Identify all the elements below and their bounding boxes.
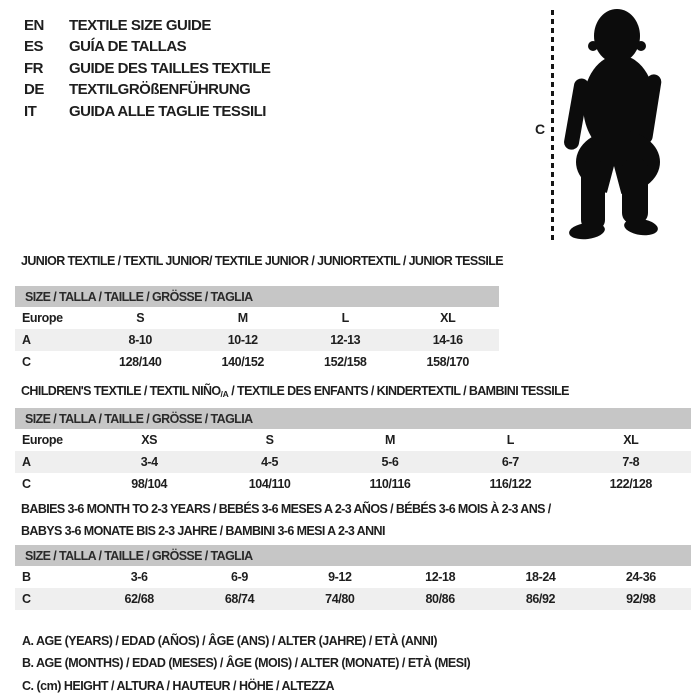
row-label: A bbox=[22, 333, 31, 347]
language-code: DE bbox=[24, 81, 44, 99]
age-cell: 6-9 bbox=[231, 570, 248, 584]
section-title-junior: JUNIOR TEXTILE / TEXTIL JUNIOR/ TEXTILE JUNIOR / JUNIORTEXTIL / JUNIOR TESSILE bbox=[21, 254, 503, 268]
table-row-height-cm bbox=[15, 351, 499, 373]
section-title-children-sub: /A bbox=[220, 389, 229, 399]
language-label: TEXTILGRÖßENFÜHRUNG bbox=[69, 81, 251, 99]
height-cell: 62/68 bbox=[124, 592, 154, 606]
size-cell: M bbox=[384, 433, 395, 447]
height-cell: 86/92 bbox=[525, 592, 556, 606]
height-cell: 116/122 bbox=[489, 477, 532, 491]
size-cell: S bbox=[265, 433, 274, 447]
age-cell: 9-12 bbox=[328, 570, 352, 584]
table-header-bar: SIZE / TALLA / TAILLE / GRÖSSE / TAGLIA bbox=[15, 408, 691, 429]
size-cell: XL bbox=[623, 433, 639, 447]
size-cell: M bbox=[237, 311, 248, 325]
language-code: FR bbox=[24, 59, 43, 77]
row-label: Europe bbox=[22, 311, 63, 325]
age-cell: 5-6 bbox=[381, 455, 399, 469]
language-row-en bbox=[24, 15, 270, 36]
height-cell: 158/170 bbox=[426, 355, 469, 369]
row-label: C bbox=[22, 477, 31, 491]
section-title-children-pre: CHILDREN'S TEXTILE / TEXTIL NIÑO bbox=[21, 384, 221, 398]
language-label: GUIDE DES TAILLES TEXTILE bbox=[69, 59, 271, 77]
table-row-europe bbox=[15, 429, 691, 451]
language-row-de bbox=[24, 79, 270, 100]
language-row-it bbox=[24, 101, 270, 122]
age-cell: 14-16 bbox=[432, 333, 463, 347]
section-title-babies-line2: BABYS 3-6 MONATE BIS 2-3 JAHRE / BAMBINI 3-6 MESI A 2-3 ANNI bbox=[21, 523, 385, 538]
section-title-children-post: / TEXTILE DES ENFANTS / KINDERTEXTIL / BAMBINI TESSILE bbox=[228, 384, 569, 398]
junior-size-table bbox=[15, 286, 499, 373]
height-cell: 128/140 bbox=[119, 355, 162, 369]
height-cell: 80/86 bbox=[425, 592, 455, 606]
row-label: C bbox=[22, 355, 31, 369]
size-cell: L bbox=[341, 311, 349, 325]
height-cell: 98/104 bbox=[131, 477, 168, 491]
language-list bbox=[24, 15, 270, 122]
table-row-height-cm bbox=[15, 473, 691, 495]
footnote-age-months: B. AGE (MONTHS) / EDAD (MESES) / ÂGE (MOIS) / ALTER (MONATE) / ETÀ (MESI) bbox=[22, 656, 471, 671]
table-row-age-years bbox=[15, 451, 691, 473]
row-label: B bbox=[22, 570, 31, 584]
row-label: A bbox=[22, 455, 31, 469]
age-cell: 6-7 bbox=[501, 455, 519, 469]
height-cell: 92/98 bbox=[626, 592, 656, 606]
age-cell: 10-12 bbox=[227, 333, 258, 347]
footnote-height-cm: C. (cm) HEIGHT / ALTURA / HAUTEUR / HÖHE / ALTEZZA bbox=[22, 678, 335, 693]
language-code: IT bbox=[24, 102, 37, 120]
section-title-children bbox=[21, 381, 569, 406]
height-cell: 104/110 bbox=[248, 477, 291, 491]
section-title-babies bbox=[21, 499, 551, 542]
language-code: EN bbox=[24, 17, 44, 34]
row-label: C bbox=[22, 592, 31, 606]
language-row-fr bbox=[24, 58, 270, 79]
footnote-age-years: A. AGE (YEARS) / EDAD (AÑOS) / ÂGE (ANS) / ALTER (JAHRE) / ETÀ (ANNI) bbox=[22, 634, 438, 648]
table-row-height-cm bbox=[15, 588, 691, 610]
height-cell: 68/74 bbox=[224, 592, 255, 606]
age-cell: 12-18 bbox=[425, 570, 456, 584]
age-cell: 12-13 bbox=[330, 333, 361, 347]
table-header-bar: SIZE / TALLA / TAILLE / GRÖSSE / TAGLIA bbox=[15, 545, 691, 566]
size-cell: L bbox=[506, 433, 514, 447]
row-label: Europe bbox=[22, 433, 63, 447]
height-cell: 140/152 bbox=[221, 355, 264, 369]
language-label: GUÍA DE TALLAS bbox=[69, 38, 187, 56]
table-row-europe bbox=[15, 307, 499, 329]
babies-size-table bbox=[15, 545, 691, 610]
language-label: TEXTILE SIZE GUIDE bbox=[69, 17, 211, 34]
section-title-babies-line1: BABIES 3-6 MONTH TO 2-3 YEARS / BEBÉS 3-6 MESES A 2-3 AÑOS / BÉBÉS 3-6 MOIS À 2-3 ANS / bbox=[21, 502, 551, 516]
height-measure-c-label: C bbox=[535, 121, 546, 137]
age-cell: 24-36 bbox=[625, 570, 656, 584]
size-cell: S bbox=[136, 311, 145, 325]
toddler-silhouette-icon bbox=[556, 2, 668, 240]
age-cell: 7-8 bbox=[622, 455, 640, 469]
age-cell: 4-5 bbox=[261, 455, 279, 469]
children-size-table bbox=[15, 408, 691, 495]
language-code: ES bbox=[24, 38, 44, 56]
height-cell: 74/80 bbox=[325, 592, 355, 606]
language-label: GUIDA ALLE TAGLIE TESSILI bbox=[69, 102, 266, 120]
footnotes bbox=[22, 630, 470, 697]
table-row-age-months bbox=[15, 566, 691, 588]
height-cell: 122/128 bbox=[609, 477, 652, 491]
table-header-bar: SIZE / TALLA / TAILLE / GRÖSSE / TAGLIA bbox=[15, 286, 499, 307]
size-cell: XL bbox=[440, 311, 456, 325]
height-dashed-line bbox=[551, 10, 554, 242]
age-cell: 18-24 bbox=[525, 570, 556, 584]
height-cell: 110/116 bbox=[369, 477, 411, 491]
height-cell: 152/158 bbox=[324, 355, 367, 369]
age-cell: 3-4 bbox=[140, 455, 158, 469]
table-row-age-years bbox=[15, 329, 499, 351]
age-cell: 8-10 bbox=[128, 333, 152, 347]
age-cell: 3-6 bbox=[130, 570, 148, 584]
size-cell: XS bbox=[141, 433, 158, 447]
language-row-es bbox=[24, 36, 270, 57]
